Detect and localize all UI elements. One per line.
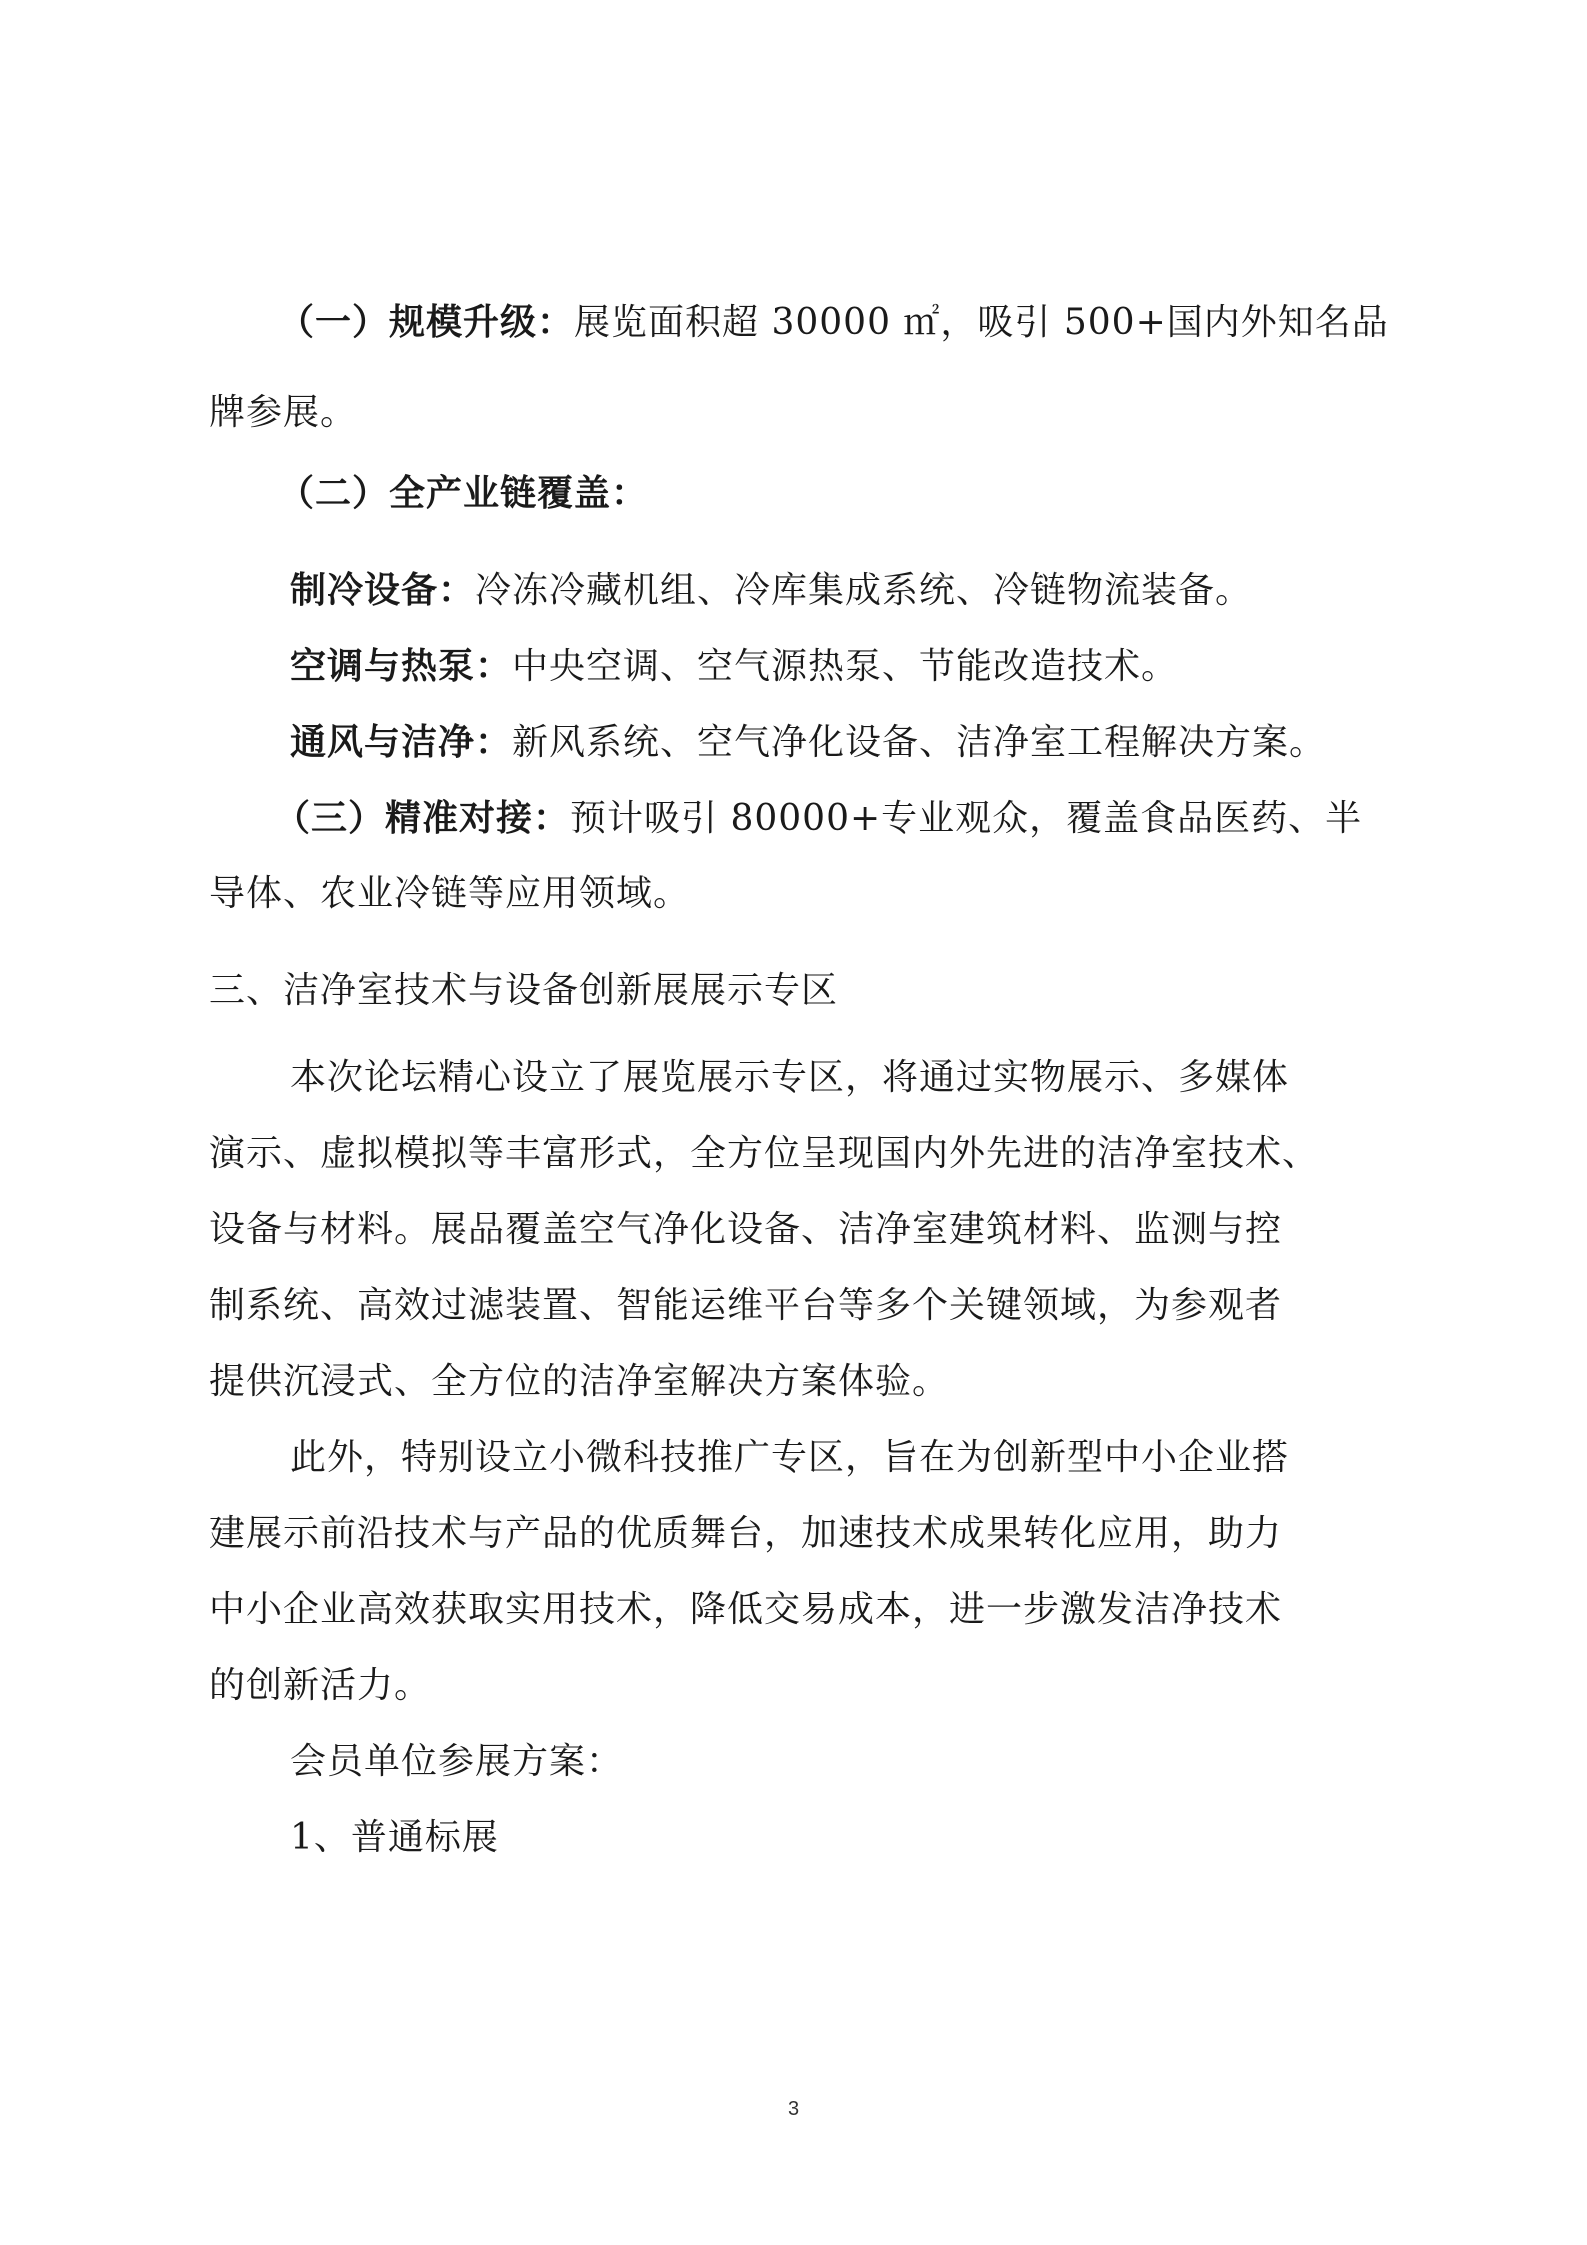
para-precise-matching-text: 预计吸引 80000+专业观众，覆盖食品医药、半 [570, 798, 1363, 839]
para-hvac-text: 中央空调、空气源热泵、节能改造技术。 [512, 646, 1179, 687]
para-full-chain-heading: （二）全产业链覆盖： [278, 472, 649, 514]
para-standard-booth: 1、普通标展 [290, 1817, 499, 1858]
para-refrigeration-lead: 制冷设备： [290, 569, 476, 611]
para-hvac [290, 645, 1179, 687]
para-sme-line-2: 建展示前沿技术与产品的优质舞台，加速技术成果转化应用，助力 [209, 1513, 1283, 1554]
para-scale-upgrade-text: 展览面积超 30000 ㎡，吸引 500+国内外知名品 [574, 302, 1389, 343]
para-exhibition-line-4: 制系统、高效过滤装置、智能运维平台等多个关键领域，为参观者 [209, 1285, 1283, 1326]
page-number: 3 [787, 2098, 800, 2120]
para-scale-upgrade-cont: 牌参展。 [209, 392, 358, 433]
para-sme-line-4: 的创新活力。 [209, 1665, 432, 1706]
para-member-plan: 会员单位参展方案： [290, 1741, 624, 1782]
para-precise-matching-cont: 导体、农业冷链等应用领域。 [209, 873, 691, 914]
para-ventilation [290, 721, 1327, 763]
para-exhibition-line-5: 提供沉浸式、全方位的洁净室解决方案体验。 [209, 1361, 950, 1402]
section-heading-3: 三、洁净室技术与设备创新展展示专区 [209, 970, 839, 1011]
para-scale-upgrade-lead: （一）规模升级： [278, 301, 575, 343]
para-scale-upgrade [278, 301, 1389, 343]
para-precise-matching [274, 797, 1363, 839]
para-ventilation-text: 新风系统、空气净化设备、洁净室工程解决方案。 [512, 722, 1327, 763]
para-hvac-lead: 空调与热泵： [290, 645, 513, 687]
para-sme-line-1: 此外，特别设立小微科技推广专区，旨在为创新型中小企业搭 [290, 1437, 1290, 1478]
para-refrigeration [290, 569, 1253, 611]
para-exhibition-line-2: 演示、虚拟模拟等丰富形式，全方位呈现国内外先进的洁净室技术、 [209, 1133, 1320, 1174]
para-precise-matching-lead: （三）精准对接： [274, 797, 571, 839]
para-exhibition-line-3: 设备与材料。展品覆盖空气净化设备、洁净室建筑材料、监测与控 [209, 1209, 1283, 1250]
para-ventilation-lead: 通风与洁净： [290, 721, 513, 763]
para-exhibition-line-1: 本次论坛精心设立了展览展示专区，将通过实物展示、多媒体 [290, 1057, 1290, 1098]
para-sme-line-3: 中小企业高效获取实用技术，降低交易成本，进一步激发洁净技术 [209, 1589, 1283, 1630]
para-refrigeration-text: 冷冻冷藏机组、冷库集成系统、冷链物流装备。 [475, 570, 1253, 611]
